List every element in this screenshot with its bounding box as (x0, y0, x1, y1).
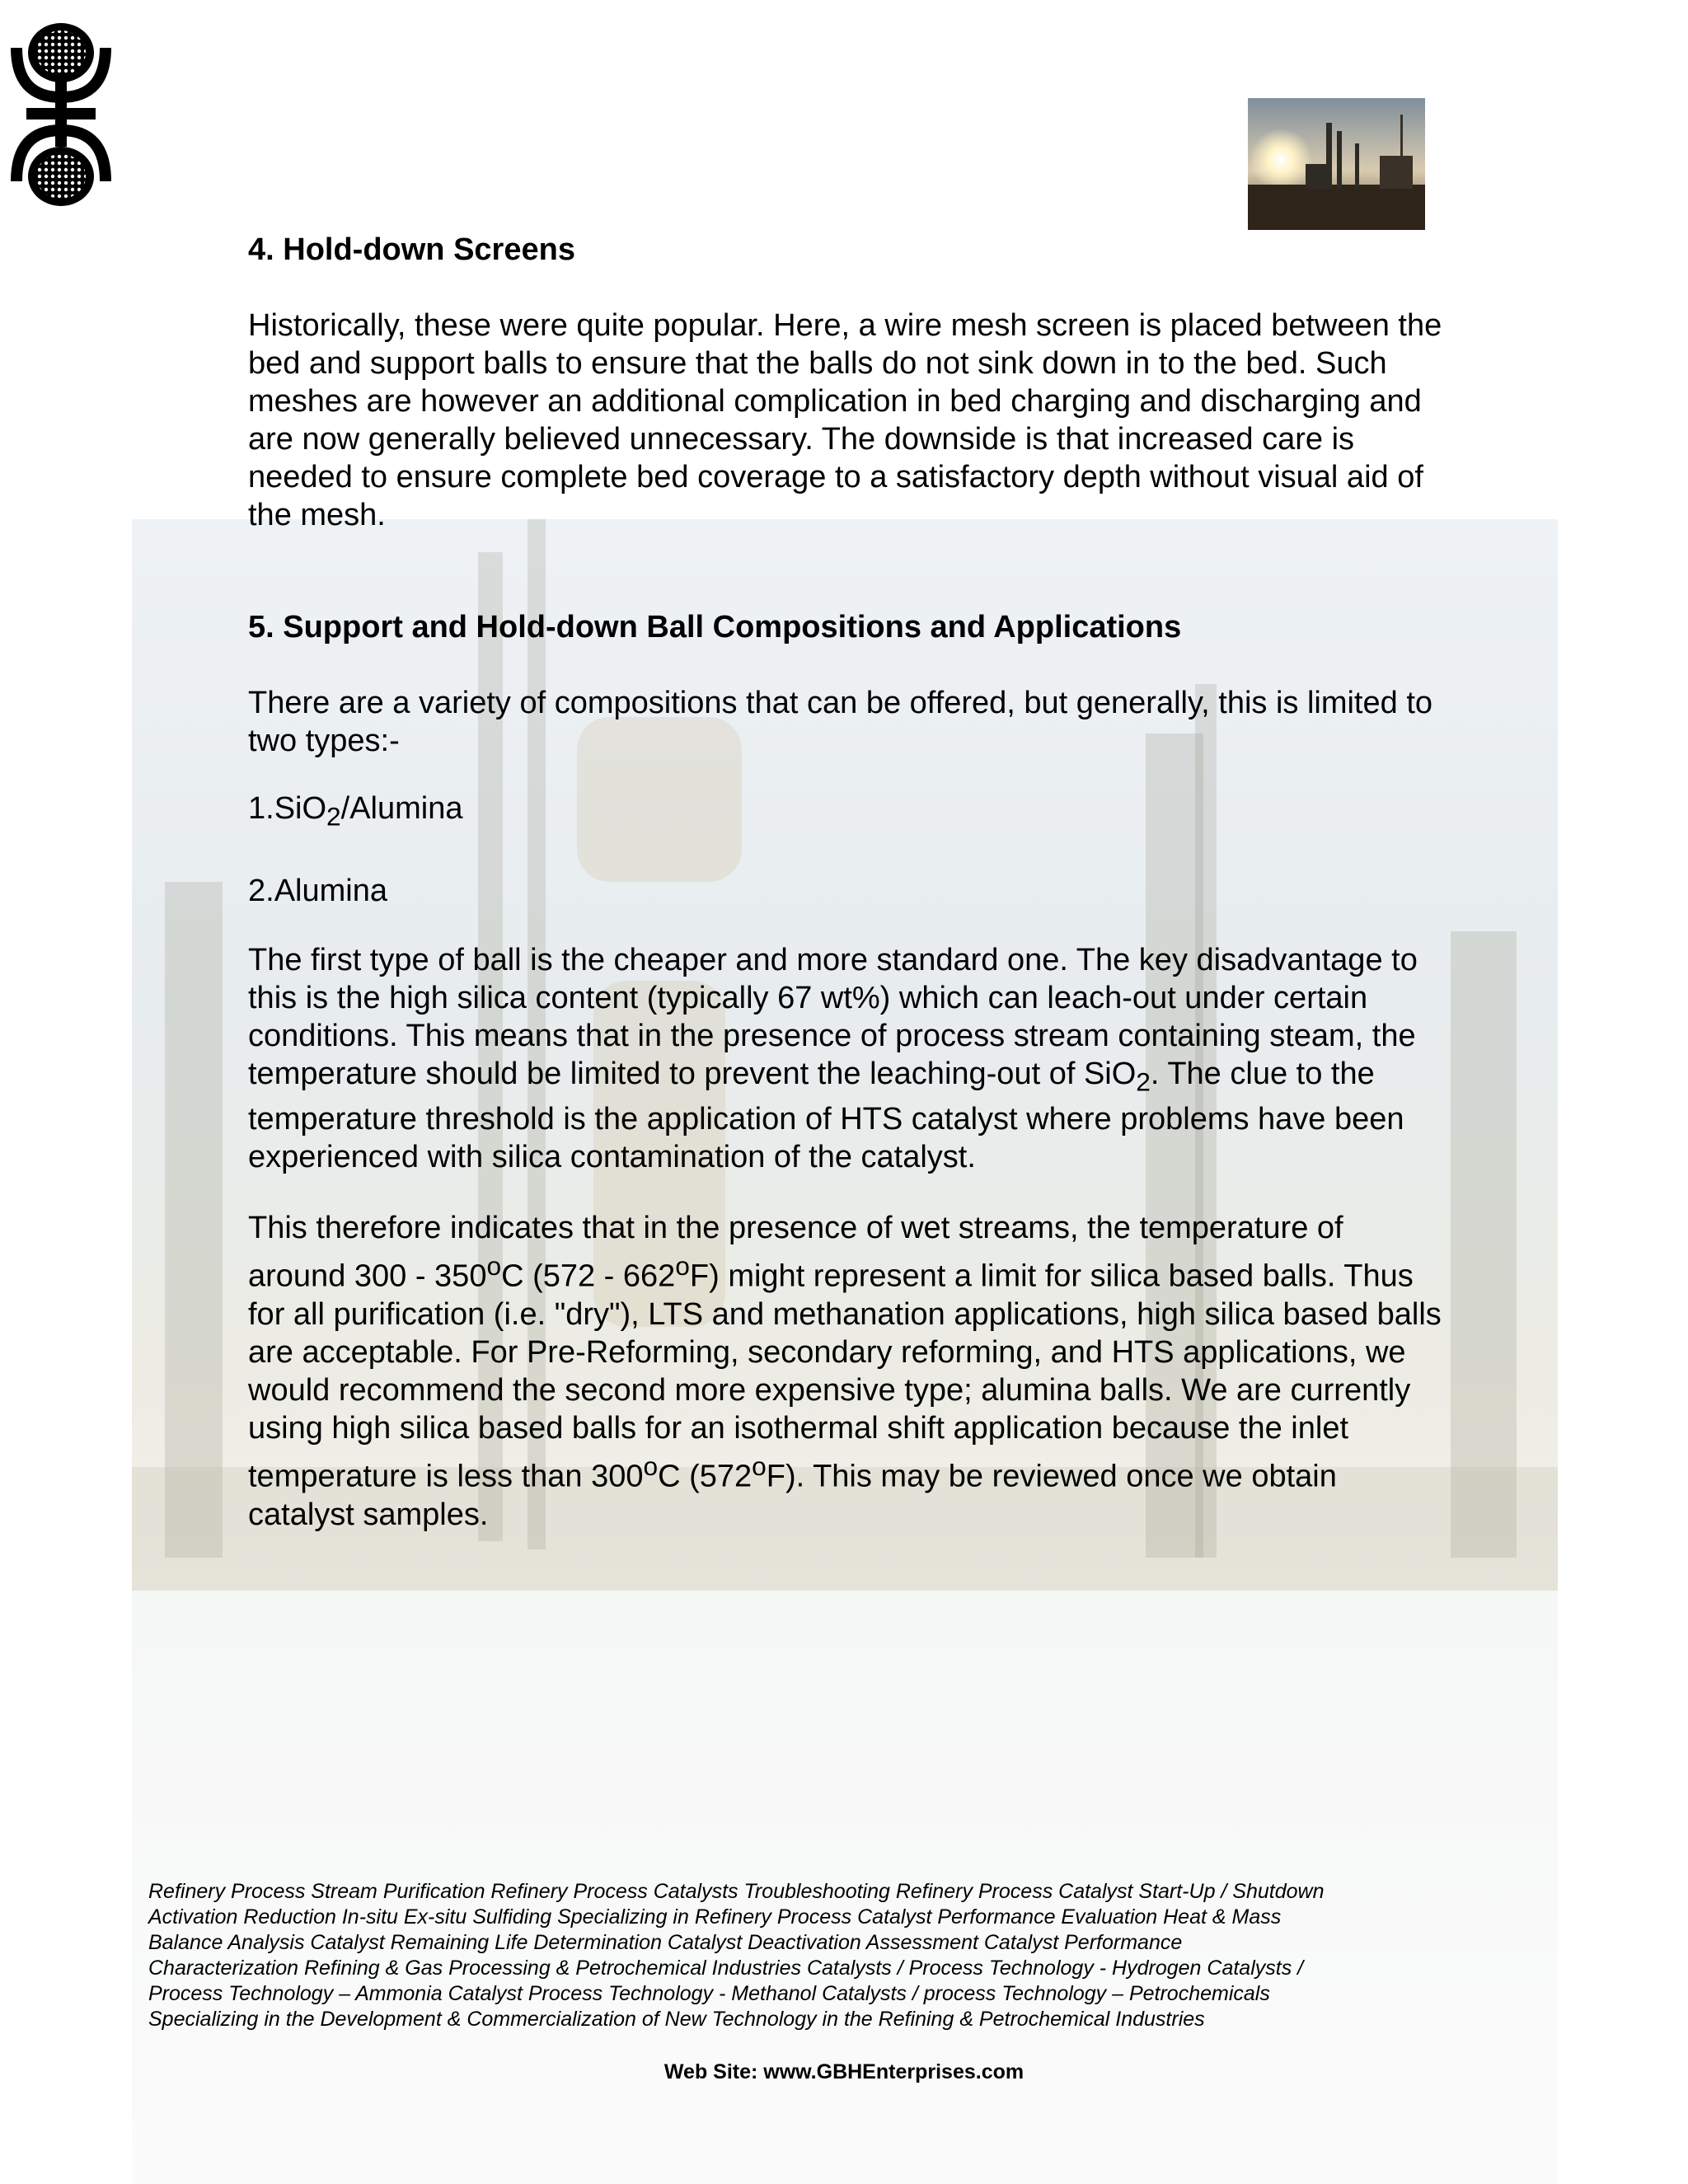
section-5-paragraph-3: This therefore indicates that in the presence of wet streams, the temperature of around 300 - 350$^o$C (572 - 662$^o$F) might represent a limit for silica based balls. Thus for all purification (i.e. "dry"), LTS and methanation applications, high silica based balls are acceptable. For Pre-Reforming, secondary reforming, and HTS applications, we would recommend the second more expensive type; alumina balls. We are currently using high silica based balls for an isothermal shift application because the inlet temperature is less than 300$^o$C (572$^o$F). This may be reviewed once we obtain catalyst samples. (248, 1211, 1442, 1532)
footer-line: Activation Reduction In-situ Ex-situ Sulfiding Specializing in Refinery Process Catalyst Performance Evaluation Heat & Mass (148, 1905, 1282, 1929)
section-5-heading: 5. Support and Hold-down Ball Compositions and Applications (248, 610, 1182, 644)
footer-line: Characterization Refining & Gas Processing & Petrochemical Industries Catalysts / Process Technology - Hydrogen Catalysts / (148, 1957, 1304, 1980)
section-5-intro: There are a variety of compositions that can be offered, but generally, this is limited to two types:- (248, 686, 1433, 758)
section-5-paragraph-2: The first type of ball is the cheaper and more standard one. The key disadvantage to this is the high silica content (typically 67 wt%) which can leach-out under certain conditions. This means that in the presence of process stream containing steam, the temperature should be limited to prevent the leaching-out of SiO$_2$. The clue to the temperature threshold is the application of HTS catalyst where problems have been experienced with silica contamination of the catalyst. (248, 942, 1418, 1175)
section-4-paragraph: Historically, these were quite popular. Here, a wire mesh screen is placed between the bed and support balls to ensure that the balls do not sink down in to the bed. Such meshes are however an additional complication in bed charging and discharging and are now generally believed unnecessary. The downside is that increased care is needed to ensure complete bed coverage to a satisfactory depth without visual aid of the mesh. (248, 308, 1442, 532)
section-4-heading: 4. Hold-down Screens (248, 232, 575, 267)
footer-line: Process Technology – Ammonia Catalyst Process Technology - Methanol Catalysts / process Technology – Petrochemicals (148, 1982, 1270, 2005)
website-link[interactable]: Web Site: www.GBHEnterprises.com (663, 2060, 1025, 2083)
composition-type-1: 1.SiO$_2$/Alumina (248, 791, 463, 832)
footer-line: Refinery Process Stream Purification Refinery Process Catalysts Troubleshooting Refinery Process Catalyst Start-Up / Shutdown (148, 1880, 1325, 1903)
footer-line: Specializing in the Development & Commercialization of New Technology in the Refining & Petrochemical Industries (148, 2008, 1205, 2031)
document-body (248, 231, 1443, 1534)
footer-services-list (148, 1879, 1434, 2032)
company-logo (10, 15, 142, 213)
composition-type-2: 2.Alumina (248, 873, 387, 908)
footer-line: Balance Analysis Catalyst Remaining Life Determination Catalyst Deactivation Assessment Catalyst Performance (148, 1931, 1183, 1954)
refinery-sunset-photo (1248, 98, 1425, 230)
